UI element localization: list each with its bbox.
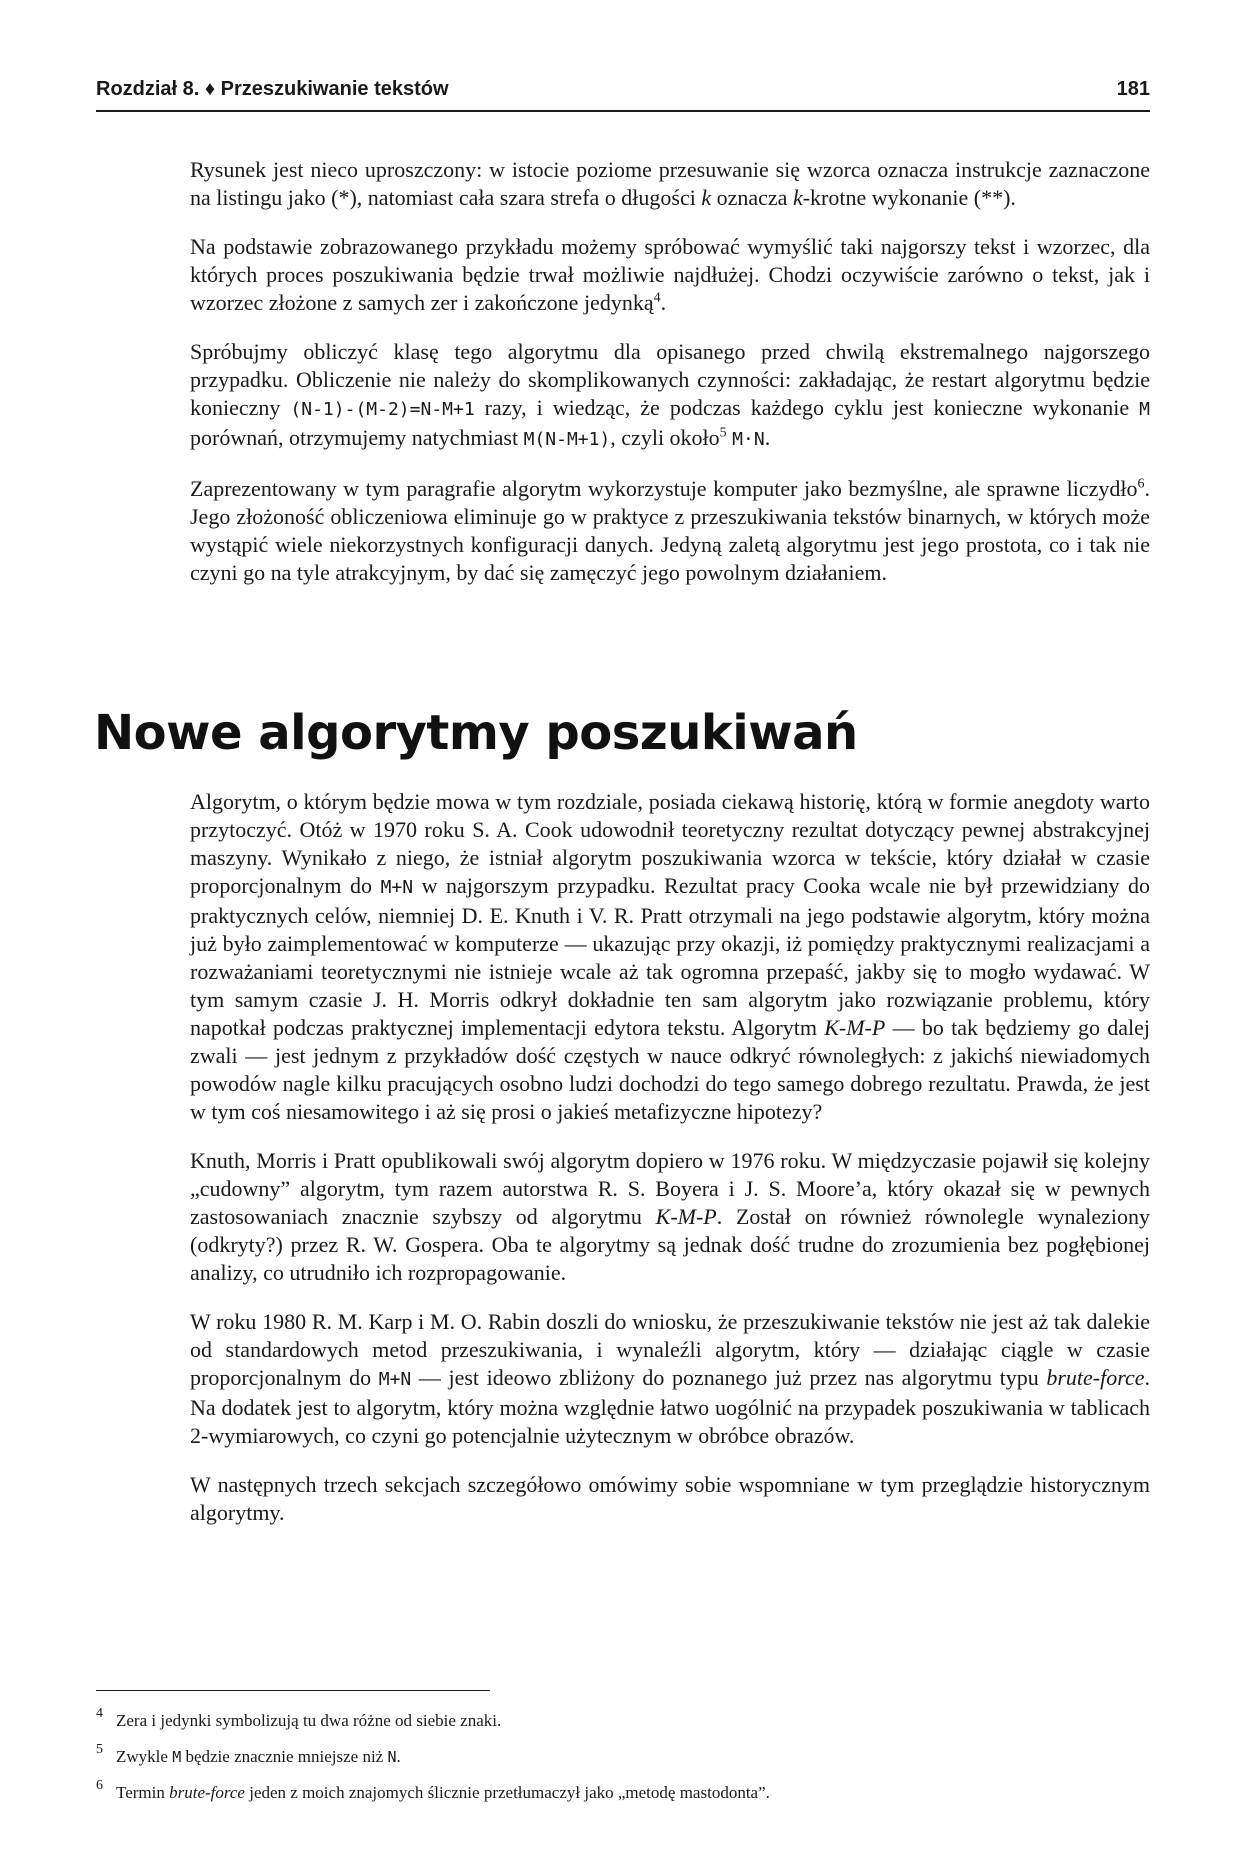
footnote-number: 5 xyxy=(96,1742,103,1757)
footnote-divider xyxy=(96,1690,490,1691)
text-run: razy, i wiedząc, że podczas każdego cyklu jest konieczne wykonanie xyxy=(474,395,1140,420)
italic-variable: k xyxy=(792,185,803,210)
text-run: w najgorszym przypadku. Rezultat pracy Cooka wcale nie był przewidziany do praktycznych celów, niemniej D. E. Knuth i V. R. Pratt otrzymali na jego podstawie algorytm, który można już było zaimplementować w komputerze — ukazując przy okazji, iż pomiędzy praktycznymi realizacjami a rozważaniami teoretycznymi nie istnieje wcale aż tak ogromna przepaść, jakby się to mogło wydawać. W tym samym czasie J. H. Morris odkrył dokładnie ten sam algorytm jako rozwiązanie problemu, który napotkał podczas praktycznej implementacji edytora tekstu. Algorytm xyxy=(190,873,1151,1040)
footnote-ref: 5 xyxy=(719,425,727,441)
text-run: Spróbujmy obliczyć klasę tego algorytmu dla opisanego przed chwilą ekstremalnego najgorszego przypadku. Obliczenie nie należy do skomplikowanych czynności: zakładając, że restart algorytmu będzie konieczny xyxy=(190,339,1150,420)
code-inline: M(N-M+1) xyxy=(523,429,611,450)
text-run: porównań, otrzymujemy natychmiast xyxy=(190,425,524,450)
code-inline: M·N xyxy=(732,429,765,450)
text-run: oznacza xyxy=(711,185,793,210)
text-run: W roku 1980 R. M. Karp i M. O. Rabin doszli do wniosku, że przeszukiwanie tekstów nie jest aż tak dalekie od standardowych metod przeszukiwania, i wynaleźli algorytm, który — działając ciągle w czasie proporcjonalnym do xyxy=(190,1309,1150,1390)
code-inline: M xyxy=(172,1748,182,1766)
paragraph-8 xyxy=(190,1471,1150,1527)
text-run: jeden z moich znajomych ślicznie przetłumaczył jako „metodę mastodonta”. xyxy=(244,1783,770,1802)
italic-term: K-M-P xyxy=(824,1015,886,1040)
text-run: Na podstawie zobrazowanego przykładu możemy spróbować wymyślić taki najgorszy tekst i wzorzec, dla których proces poszukiwania będzie trwał możliwie najdłużej. Chodzi oczywiście zarówno o tekst, jak i wzorzec złożone z samych zer i zakończone jedynką xyxy=(190,234,1150,315)
text-run: W następnych trzech sekcjach szczegółowo omówimy sobie wspomniane w tym przeglądzie historycznym algorytmy. xyxy=(190,1472,1150,1525)
text-run: Algorytm, o którym będzie mowa w tym rozdziale, posiada ciekawą historię, którą w formie anegdoty warto przytoczyć. Otóż w 1970 roku S. A. Cook udowodnił teoretyczny rezultat dotyczący pewnej abstrakcyjnej maszyny. Wynikało z niego, że istniał algorytm poszukiwania wzorca w tekście, który działał w czasie proporcjonalnym do xyxy=(190,789,1150,898)
running-header xyxy=(96,76,1150,112)
code-inline: M xyxy=(1139,399,1151,420)
text-run: Termin xyxy=(116,1783,170,1802)
footnote-number: 4 xyxy=(96,1706,103,1721)
paragraph-7 xyxy=(190,1308,1150,1450)
code-inline: M+N xyxy=(380,877,414,898)
text-run: . Został on również równolegle wynaleziony (odkryty?) przez R. W. Gospera. Oba te algorytmy są jednak dość trudne do zrozumienia bez pogłębionej analizy, co utrudniło ich rozpropagowanie. xyxy=(190,1204,1151,1285)
paragraph-3 xyxy=(190,338,1150,454)
text-run: Zera i jedynki symbolizują tu dwa różne od siebie znaki. xyxy=(116,1711,502,1730)
chapter-title: Rozdział 8. ♦ Przeszukiwanie tekstów xyxy=(96,78,449,100)
text-run: — jest ideowo zbliżony do poznanego już przez nas algorytmu typu xyxy=(411,1365,1047,1390)
text-run: Zaprezentowany w tym paragrafie algorytm wykorzystuje komputer jako bezmyślne, ale sprawne liczydło xyxy=(190,476,1138,501)
text-run: . Jego złożoność obliczeniowa eliminuje go w praktyce z przeszukiwania tekstów binarnych, w których może wystąpić wiele niekorzystnych konfiguracji danych. Jedyną zaletą algorytmu jest jego prostota, co i tak nie czyni go na tyle atrakcyjnym, by dać się zamęczyć jego powolnym działaniem. xyxy=(190,476,1150,585)
italic-term: K-M-P xyxy=(655,1204,717,1229)
paragraph-2 xyxy=(190,233,1150,317)
text-run: . xyxy=(764,425,771,450)
page-number: 181 xyxy=(1116,78,1150,100)
text-run: . Na dodatek jest to algorytm, który można względnie łatwo uogólnić na przypadek poszukiwania w tablicach 2-wymiarowych, co czyni go potencjalnie użytecznym w obróbce obrazów. xyxy=(190,1365,1150,1448)
text-block-section xyxy=(190,788,1150,1527)
footnotes xyxy=(96,1706,1150,1818)
code-inline: M+N xyxy=(378,1369,412,1390)
paragraph-4 xyxy=(190,475,1150,587)
italic-variable: k xyxy=(701,185,712,210)
code-inline: N xyxy=(387,1748,397,1766)
text-run: będzie znacznie mniejsze niż xyxy=(181,1747,388,1766)
footnote-5 xyxy=(96,1742,1150,1768)
footnote-ref: 6 xyxy=(1137,476,1145,492)
text-run: Knuth, Morris i Pratt opublikowali swój algorytm dopiero w 1976 roku. W międzyczasie pojawił się kolejny „cudowny” algorytm, tym razem autorstwa R. S. Boyera i J. S. Moore’a, który okazał się w pewnych zastosowaniach znacznie szybszy od algorytmu xyxy=(190,1148,1150,1229)
paragraph-1 xyxy=(190,156,1150,212)
text-run: , czyli około xyxy=(610,425,720,450)
text-run: . xyxy=(660,290,667,315)
paragraph-5 xyxy=(190,788,1150,1126)
footnote-number: 6 xyxy=(96,1778,103,1793)
text-run: Rysunek jest nieco uproszczony: w istocie poziome przesuwanie się wzorca oznacza instrukcje zaznaczone na listingu jako (*), natomiast cała szara strefa o długości xyxy=(190,157,1150,210)
footnote-4 xyxy=(96,1706,1150,1732)
italic-term: brute-force xyxy=(1046,1365,1145,1390)
footnote-ref: 4 xyxy=(653,290,661,306)
footnote-6 xyxy=(96,1778,1150,1804)
code-inline: (N-1)-(M-2)=N-M+1 xyxy=(290,399,475,420)
text-run: — bo tak będziemy go dalej zwali — jest jednym z przykładów dość częstych w nauce odkryć równoległych: z jakichś niewiadomych powodów nagle kilku pracujących osobno ludzi dochodzi do tego samego dobrego rezultatu. Prawda, że jest w tym coś niesamowitego i aż się prosi o jakieś metafizyczne hipotezy? xyxy=(190,1015,1150,1124)
text-block-intro xyxy=(190,156,1150,587)
text-run: -krotne wykonanie (**). xyxy=(802,185,1016,210)
text-run: . xyxy=(396,1747,401,1766)
section-heading: Nowe algorytmy poszukiwań xyxy=(94,705,858,761)
paragraph-6 xyxy=(190,1147,1150,1287)
italic-term: brute-force xyxy=(169,1783,245,1802)
text-run: Zwykle xyxy=(116,1747,173,1766)
